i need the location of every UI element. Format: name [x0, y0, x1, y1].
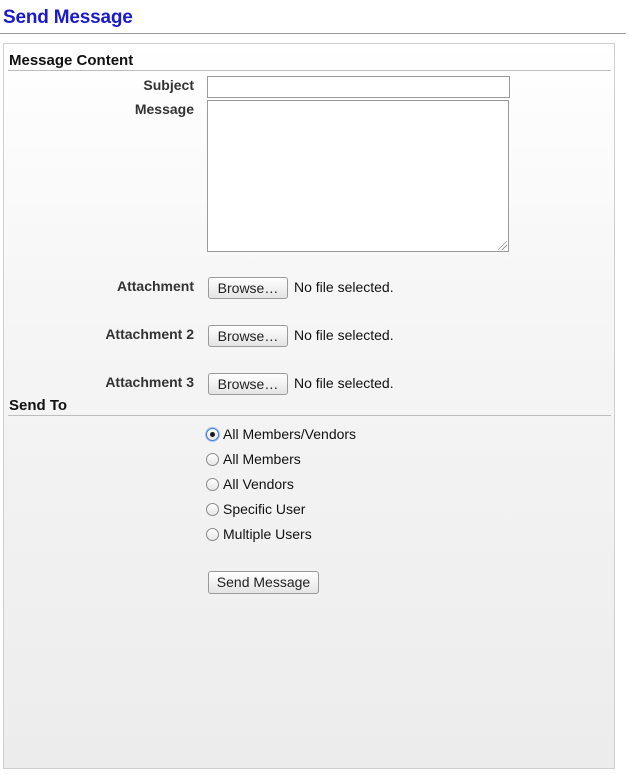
message-content-heading: Message Content	[9, 52, 134, 69]
message-label: Message	[134, 101, 194, 117]
attachment-3-label: Attachment 3	[105, 374, 194, 390]
message-content-divider	[8, 70, 611, 71]
send-to-heading: Send To	[9, 397, 68, 414]
radio-button-icon[interactable]	[206, 528, 219, 541]
message-form-panel	[3, 43, 615, 769]
radio-button-icon[interactable]	[206, 453, 219, 466]
attachment-3-status: No file selected.	[294, 375, 394, 391]
radio-button-icon[interactable]	[206, 503, 219, 516]
attachment-2-browse-button[interactable]: Browse…	[208, 325, 288, 347]
radio-button-checked-icon[interactable]	[206, 428, 219, 441]
radio-label: All Vendors	[223, 476, 294, 492]
resize-grip-icon[interactable]	[498, 241, 507, 250]
subject-label: Subject	[143, 77, 194, 93]
attachment-1-label: Attachment	[116, 278, 194, 294]
attachment-3-browse-button[interactable]: Browse…	[208, 373, 288, 395]
attachment-1-browse-button[interactable]: Browse…	[208, 277, 288, 299]
send-to-divider	[8, 415, 611, 416]
title-divider	[0, 33, 626, 34]
message-textarea[interactable]	[207, 100, 509, 252]
send-message-button[interactable]: Send Message	[208, 571, 319, 594]
attachment-1-status: No file selected.	[294, 279, 394, 295]
subject-input[interactable]	[207, 76, 510, 98]
attachment-2-label: Attachment 2	[105, 326, 194, 342]
radio-button-icon[interactable]	[206, 478, 219, 491]
attachment-2-status: No file selected.	[294, 327, 394, 343]
radio-label: All Members/Vendors	[223, 426, 357, 442]
radio-label: All Members	[223, 451, 301, 467]
page-title: Send Message	[3, 7, 133, 28]
radio-label: Specific User	[223, 501, 306, 517]
radio-label: Multiple Users	[223, 526, 312, 542]
